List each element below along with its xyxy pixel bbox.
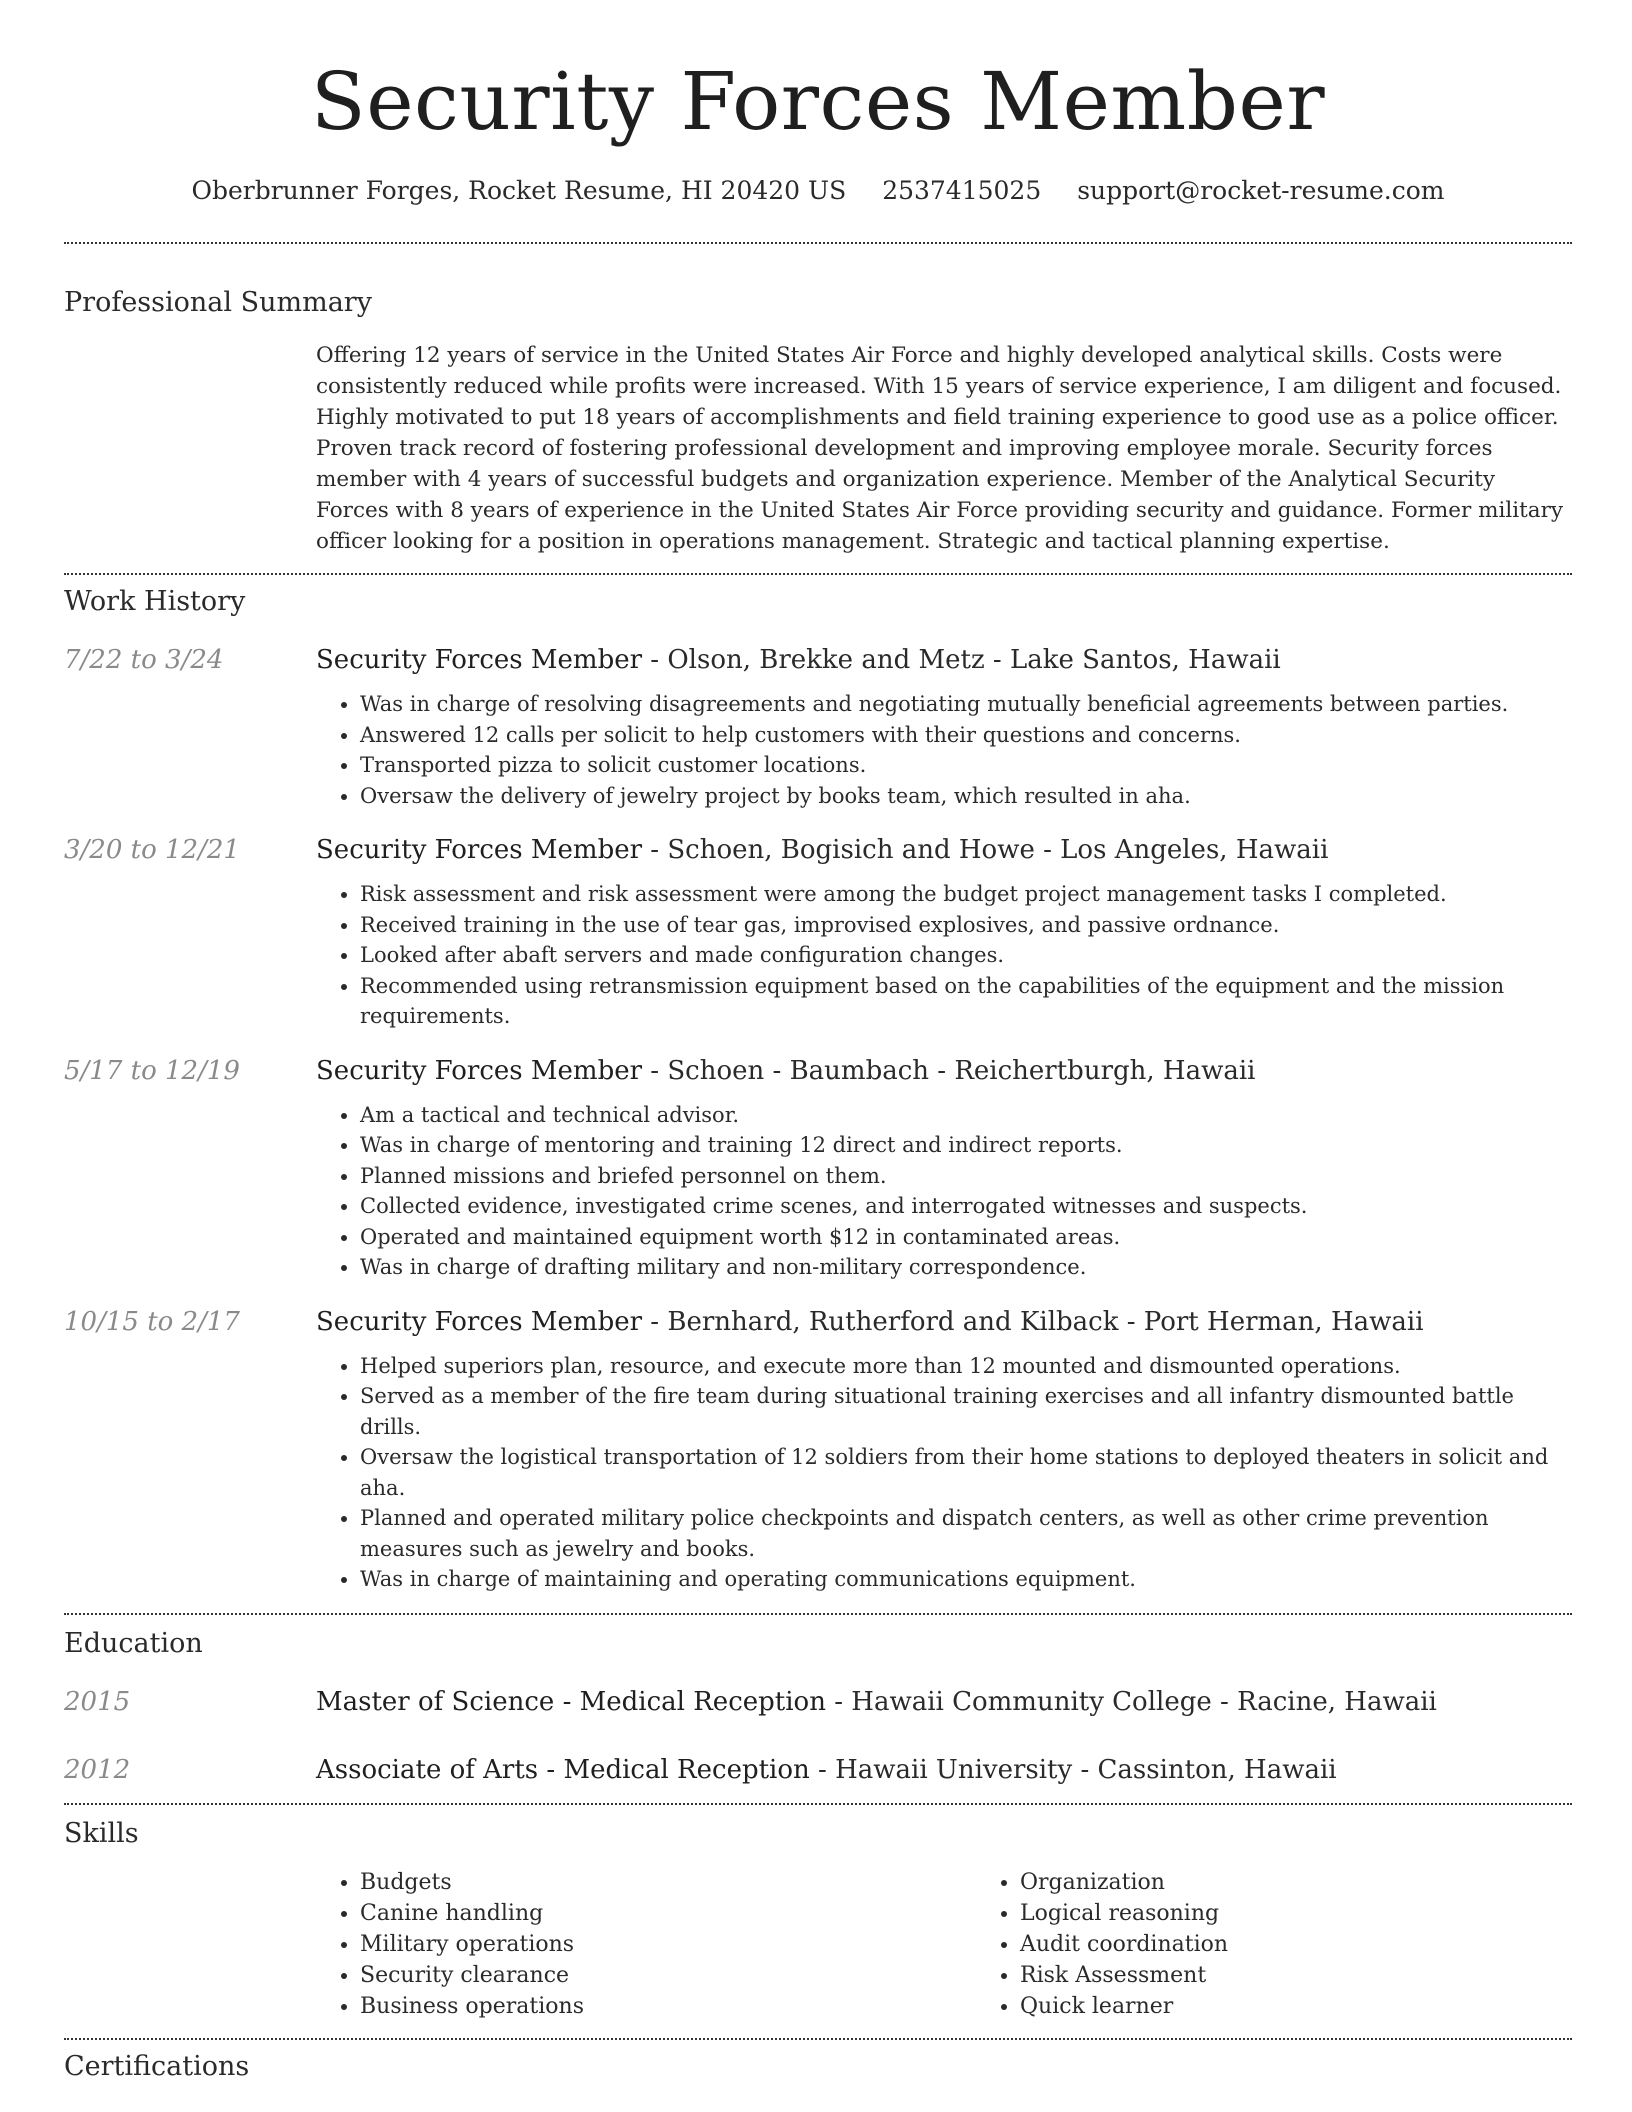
job-bullet: • Was in charge of mentoring and training 12 direct and indirect reports. [360, 1130, 1572, 1161]
education-entry [64, 1685, 1572, 1719]
job-bullet: • Planned missions and briefed personnel on them. [360, 1161, 1572, 1192]
skill-item: • Security clearance [360, 1960, 976, 1991]
job-bullets [316, 879, 1572, 1032]
education-title [316, 1753, 1572, 1787]
section-title-certifications: Certifications [64, 2050, 250, 2082]
job-title [316, 1054, 1572, 1088]
job-bullet: • Oversaw the logistical transportation of 12 soldiers from their home stations to deployed theaters in solicit and aha. [360, 1442, 1572, 1503]
job-dates: 3/20 to 12/21 [64, 835, 240, 865]
education-details: - Hawaii Community College - Racine, Hawaii [825, 1686, 1437, 1717]
job-bullet: • Am a tactical and technical advisor. [360, 1100, 1572, 1131]
education-year: 2015 [64, 1686, 131, 1717]
job-bullet: • Oversaw the delivery of jewelry project by books team, which resulted in aha. [360, 781, 1572, 812]
job-details: - Schoen - Baumbach - Reichertburgh, Hawaii [642, 1055, 1256, 1086]
skill-item: • Budgets [360, 1867, 976, 1898]
section-title-skills: Skills [64, 1817, 139, 1849]
contact-address: Oberbrunner Forges, Rocket Resume, HI 20420 US [191, 176, 847, 205]
job-role: Security Forces Member [316, 645, 643, 675]
skill-item: • Audit coordination [1020, 1929, 1632, 1960]
job-title [316, 833, 1572, 867]
job-bullet: • Operated and maintained equipment worth $12 in contaminated areas. [360, 1222, 1572, 1253]
job-bullets [316, 1100, 1572, 1283]
summary-row [64, 340, 1572, 557]
job-bullet: • Transported pizza to solicit customer locations. [360, 750, 1572, 781]
job-title [316, 1305, 1572, 1339]
skill-item: • Quick learner [1020, 1991, 1632, 2022]
skill-item: • Military operations [360, 1929, 976, 1960]
divider [64, 1613, 1572, 1615]
job-bullet: • Looked after abaft servers and made configuration changes. [360, 940, 1572, 971]
job-bullets [316, 689, 1572, 811]
job-bullet: • Risk assessment and risk assessment were among the budget project management tasks I completed. [360, 879, 1572, 910]
job-bullet: • Helped superiors plan, resource, and execute more than 12 mounted and dismounted operations. [360, 1351, 1572, 1382]
divider [64, 242, 1572, 244]
job-entry [64, 1054, 1572, 1283]
job-entry [64, 643, 1572, 811]
job-entry [64, 1305, 1572, 1595]
job-bullet: • Recommended using retransmission equipment based on the capabilities of the equipment and the mission requirements. [360, 971, 1572, 1032]
job-details: - Schoen, Bogisich and Howe - Los Angeles, Hawaii [642, 835, 1329, 865]
skills-list-left [316, 1867, 976, 2022]
resume-page [64, 0, 1572, 2084]
education-details: - Hawaii University - Cassinton, Hawaii [809, 1754, 1337, 1785]
skill-item: • Canine handling [360, 1898, 976, 1929]
skill-item: • Business operations [360, 1991, 976, 2022]
job-bullet: • Answered 12 calls per solicit to help customers with their questions and concerns. [360, 720, 1572, 751]
contact-phone: 2537415025 [882, 176, 1042, 205]
job-details: - Olson, Brekke and Metz - Lake Santos, Hawaii [642, 645, 1281, 675]
job-bullet: • Was in charge of resolving disagreements and negotiating mutually beneficial agreements between parties. [360, 689, 1572, 720]
job-bullet: • Was in charge of maintaining and operating communications equipment. [360, 1564, 1572, 1595]
skill-item: • Risk Assessment [1020, 1960, 1632, 1991]
job-title [316, 643, 1572, 677]
education-entry [64, 1753, 1572, 1787]
job-bullet: • Planned and operated military police checkpoints and dispatch centers, as well as other crime prevention measures such as jewelry and books. [360, 1503, 1572, 1564]
job-role: Security Forces Member [316, 835, 643, 865]
job-bullet: • Received training in the use of tear gas, improvised explosives, and passive ordnance. [360, 910, 1572, 941]
divider [64, 573, 1572, 575]
candidate-name: Security Forces Member [310, 55, 1326, 148]
job-dates: 10/15 to 2/17 [64, 1306, 240, 1337]
job-role: Security Forces Member [316, 1055, 643, 1086]
divider [64, 2038, 1572, 2040]
education-year: 2012 [64, 1754, 131, 1785]
skill-item: • Organization [1020, 1867, 1632, 1898]
section-title-education: Education [64, 1627, 203, 1659]
education-degree: Master of Science - Medical Reception [316, 1686, 826, 1717]
job-details: - Bernhard, Rutherford and Kilback - Port Herman, Hawaii [642, 1306, 1424, 1337]
education-degree: Associate of Arts - Medical Reception [316, 1754, 810, 1785]
job-dates: 5/17 to 12/19 [64, 1055, 240, 1086]
divider [64, 1803, 1572, 1805]
job-bullet: • Served as a member of the fire team during situational training exercises and all infantry dismounted battle drills. [360, 1381, 1572, 1442]
skill-item: • Logical reasoning [1020, 1898, 1632, 1929]
skills-list-right [976, 1867, 1632, 2022]
section-title-summary: Professional Summary [64, 287, 372, 318]
contact-email[interactable]: support@rocket-resume.com [1077, 176, 1445, 205]
job-bullet: • Was in charge of drafting military and non-military correspondence. [360, 1252, 1572, 1283]
skills-grid [316, 1867, 1632, 2022]
job-bullet: • Collected evidence, investigated crime scenes, and interrogated witnesses and suspects. [360, 1191, 1572, 1222]
job-role: Security Forces Member [316, 1306, 643, 1337]
skills-row [64, 1867, 1572, 2022]
job-entry [64, 833, 1572, 1032]
summary-text: Offering 12 years of service in the United States Air Force and highly developed analytical skills. Costs were consistently reduced while profits were increased. With 15 years of service experience, I am diligent and focused. Highly motivated to put 18 years of accomplishments and field training experience to good use as a police officer. Proven track record of fostering professional development and improving employee morale. Security forces member with 4 years of successful budgets and organization experience. Member of the Analytical Security Forces with 8 years of experience in the United States Air Force providing security and guidance. Former military officer looking for a position in operations management. Strategic and tactical planning expertise. [316, 343, 1564, 554]
contact-line [64, 176, 1572, 206]
job-bullets [316, 1351, 1572, 1595]
education-title [316, 1685, 1572, 1719]
job-dates: 7/22 to 3/24 [64, 645, 224, 675]
section-title-work: Work History [64, 586, 246, 617]
